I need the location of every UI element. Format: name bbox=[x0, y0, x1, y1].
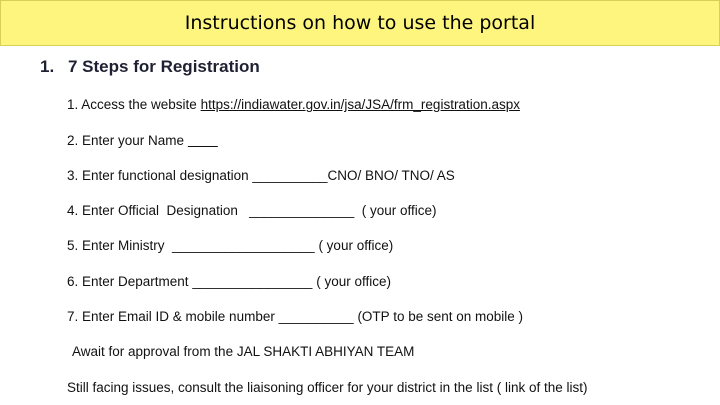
title-banner bbox=[0, 0, 720, 46]
step-5 bbox=[67, 238, 393, 253]
step-2 bbox=[67, 133, 218, 148]
step-1 bbox=[67, 97, 520, 112]
step-5-blank: ___________________ bbox=[172, 238, 315, 253]
section-heading-text: 7 Steps for Registration bbox=[68, 57, 260, 76]
step-3 bbox=[67, 168, 455, 183]
step-6-text: 6. Enter Department bbox=[67, 274, 193, 289]
step-3-text: 3. Enter functional designation bbox=[67, 168, 253, 183]
step-4 bbox=[67, 203, 437, 218]
step-4-blank: ______________ bbox=[249, 203, 355, 218]
step-7 bbox=[67, 309, 523, 324]
step-2-blank bbox=[188, 133, 218, 148]
step-1-text: 1. Access the website bbox=[67, 97, 201, 112]
step-4-suffix: ( your office) bbox=[354, 203, 437, 218]
step-4-text: 4. Enter Official Designation bbox=[67, 203, 250, 218]
step-6-blank: ________________ bbox=[192, 274, 313, 289]
step-5-suffix: ( your office) bbox=[314, 238, 394, 253]
step-6 bbox=[67, 274, 391, 289]
step-7-text: 7. Enter Email ID & mobile number bbox=[67, 309, 279, 324]
page-title: Instructions on how to use the portal bbox=[184, 12, 536, 34]
step-3-blank: __________ bbox=[252, 168, 328, 183]
step-7-blank: __________ bbox=[278, 309, 354, 324]
step-3-suffix: CNO/ BNO/ TNO/ AS bbox=[327, 168, 455, 183]
section-number: 1. bbox=[40, 57, 55, 76]
registration-link[interactable]: https://indiawater.gov.in/jsa/JSA/frm_registration.aspx bbox=[200, 97, 520, 112]
step-7-suffix: (OTP to be sent on mobile ) bbox=[353, 309, 524, 324]
section-heading bbox=[40, 57, 260, 77]
step-6-suffix: ( your office) bbox=[312, 274, 391, 289]
step-5-text: 5. Enter Ministry bbox=[67, 238, 173, 253]
approval-note: Await for approval from the JAL SHAKTI ABHIYAN TEAM bbox=[72, 344, 415, 359]
help-note: Still facing issues, consult the liaisoning officer for your district in the list ( link of the list) bbox=[67, 380, 588, 395]
step-2-text: 2. Enter your Name bbox=[67, 133, 188, 148]
